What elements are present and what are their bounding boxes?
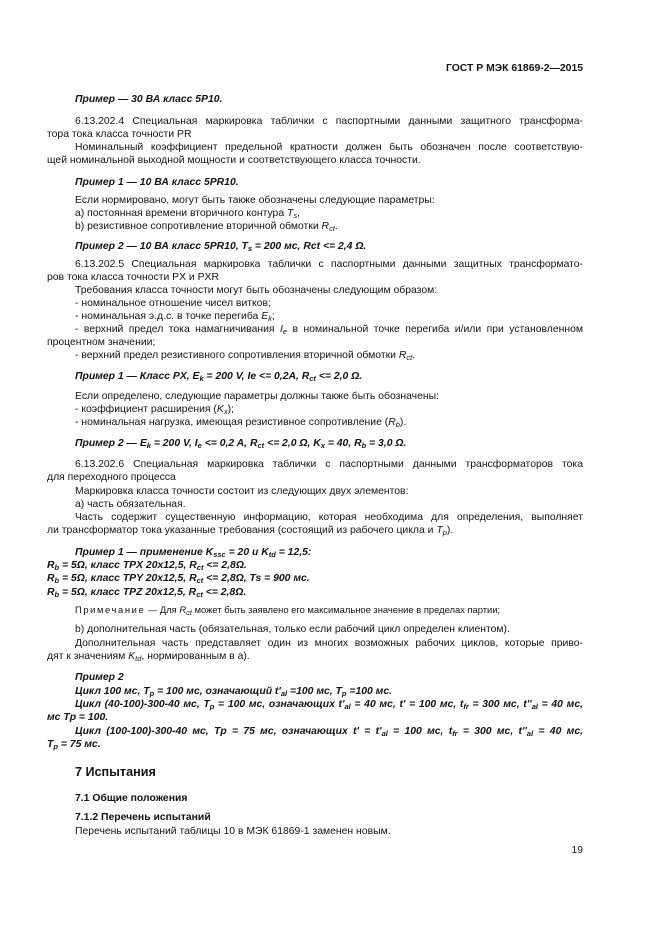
paragraph-line: Маркировка класса точности состоит из следующих двух элементов: [75, 486, 409, 497]
example-1-5pr10: Пример 1 — 10 ВА класс 5PR10. [75, 177, 239, 188]
example-cycle-40-100: Цикл (40-100)-300-40 мс, $T_p = 100$ мс, означающих $t'_{al} = 40$ мс, t' = 100 мс, $t_{fr} = 300$ мс, $t''_{al} = 40$ мс, [75, 699, 583, 711]
paragraph-line: Номинальный коэффициент предельной кратности должен быть обозначен после соответствую- [75, 142, 583, 153]
paragraph-line: щей номинальной выходной мощности и соответствующего класса точности. [47, 155, 421, 166]
example-line-tpy: $R_b = 5\Omega$, класс TPY 20x12,5, $R_{ct} <= 2,8\Omega$, Ts = 900 мс. [47, 573, 310, 585]
paragraph-line: дят к значениям $K_{td}$, нормированным в а). [47, 651, 250, 663]
clause-6-13-202-4: 6.13.202.4 Специальная маркировка таблички с паспортными данными защитного трансформа- [75, 116, 583, 127]
list-item: - верхний предел тока намагничивания $I_e$ в номинальной точке перегиба и/или при установленном [75, 324, 583, 336]
list-item: - коэффициент расширения $(K_x)$; [75, 404, 234, 416]
section-7-1-2-heading: 7.1.2 Перечень испытаний [75, 812, 211, 823]
list-item: b) резистивное сопротивление вторичной обмотки $R_{ct}$. [75, 221, 338, 233]
example-2-px: Пример 2 — $E_k = 200$ V, $I_e <= 0,2$ A, $R_{ct} <= 2,0$ Ω, $K_x = 40$, $R_b = 3,0$ Ω. [75, 438, 407, 450]
example-1-tpx: Пример 1 — применение $K_{ssc} = 20$ и $K_{td} = 12,5$: [75, 547, 312, 559]
paragraph-line: Часть содержит существенную информацию, которая необходима для определения, выполняет [75, 512, 583, 523]
paragraph-line: Если нормировано, могут быть также обозначены следующие параметры: [75, 195, 435, 206]
clause-6-13-202-6: 6.13.202.6 Специальная маркировка таблички с паспортными данными трансформаторов тока [75, 459, 583, 470]
paragraph-line: Перечень испытаний таблицы 10 в МЭК 61869-1 заменен новым. [75, 826, 391, 837]
paragraph-line: Дополнительная часть представляет один из многих возможных рабочих циклов, которые приво- [75, 638, 583, 649]
clause-6-13-202-6-cont: для переходного процесса [47, 472, 176, 483]
list-item: b) дополнительная часть (обязательная, только если рабочий цикл определен клиентом). [75, 624, 510, 635]
list-item: а) часть обязательная. [75, 499, 186, 510]
example-line-tpx: $R_b = 5\Omega$, класс TPX 20x12,5, $R_{ct} <= 2,8\Omega$. [47, 560, 247, 572]
list-item: - верхний предел резистивного сопротивления вторичной обмотки $R_{ct}$. [75, 350, 416, 362]
paragraph-line: Если определено, следующие параметры должны также быть обозначены: [75, 391, 439, 402]
example-1-px: Пример 1 — Класс PX, $E_k = 200$ V, Ie <= 0,2A, $R_{ct} <= 2,0$ Ω. [75, 371, 363, 383]
list-item: - номинальная э.д.с. в точке перегиба $E_k$; [75, 311, 275, 323]
example-30va: Пример — 30 ВА класс 5P10. [75, 94, 223, 105]
clause-6-13-202-5: 6.13.202.5 Специальная маркировка таблички с паспортными данными защитных трансформато- [75, 259, 583, 270]
page-number: 19 [571, 845, 583, 856]
example-cycle-100: Цикл 100 мс, $T_p = 100$ мс, означающий $t'_{al} =100$ мс, $T_p =100$ мс. [75, 686, 393, 698]
list-item: - номинальная нагрузка, имеющая резистивное сопротивление $(R_b)$. [75, 417, 407, 429]
example-cycle-100-100-cont: $T_p = 75$ мс. [47, 739, 101, 751]
paragraph-line: ли трансформатор тока указанные требования (состоящий из рабочего цикла и $T_p$). [47, 525, 454, 537]
list-item-cont: процентном значении; [47, 337, 156, 348]
list-item: а) постоянная времени вторичного контура $T_s$, [75, 208, 301, 220]
example-line-tpz: $R_b = 5\Omega$, класс TPZ 20x12,5, $R_{ct} <= 2,8\Omega$. [47, 587, 247, 599]
paragraph-line: Требования класса точности могут быть обозначены следующим образом: [75, 285, 438, 296]
example-2-5pr10: Пример 2 — 10 ВА класс 5PR10, $T_s = 200$ мс, Rct <= 2,4 Ω. [75, 241, 367, 253]
example-cycle-40-100-cont: мс Tp = 100. [47, 712, 109, 723]
clause-6-13-202-5-cont: ров тока класса точности PX и PXR [47, 272, 219, 283]
standard-header: ГОСТ Р МЭК 61869-2—2015 [445, 63, 583, 74]
list-item: - номинальное отношение чисел витков; [75, 298, 271, 309]
clause-6-13-202-4-cont: тора тока класса точности PR [47, 129, 192, 140]
note-line: Примечание — Для $R_{ct}$ может быть заявлено его максимальное значение в пределах партии; [75, 604, 501, 617]
example-2-heading: Пример 2 [75, 672, 124, 683]
section-7-heading: 7 Испытания [75, 765, 156, 779]
section-7-1-heading: 7.1 Общие положения [75, 793, 188, 804]
example-cycle-100-100: Цикл (100-100)-300-40 мс, Tp = 75 мс, означающих $t' = t'_{al} = 100$ мс, $t_{fr} = 300$ мс, $t''_{al} = 40$ мс, [75, 726, 584, 738]
